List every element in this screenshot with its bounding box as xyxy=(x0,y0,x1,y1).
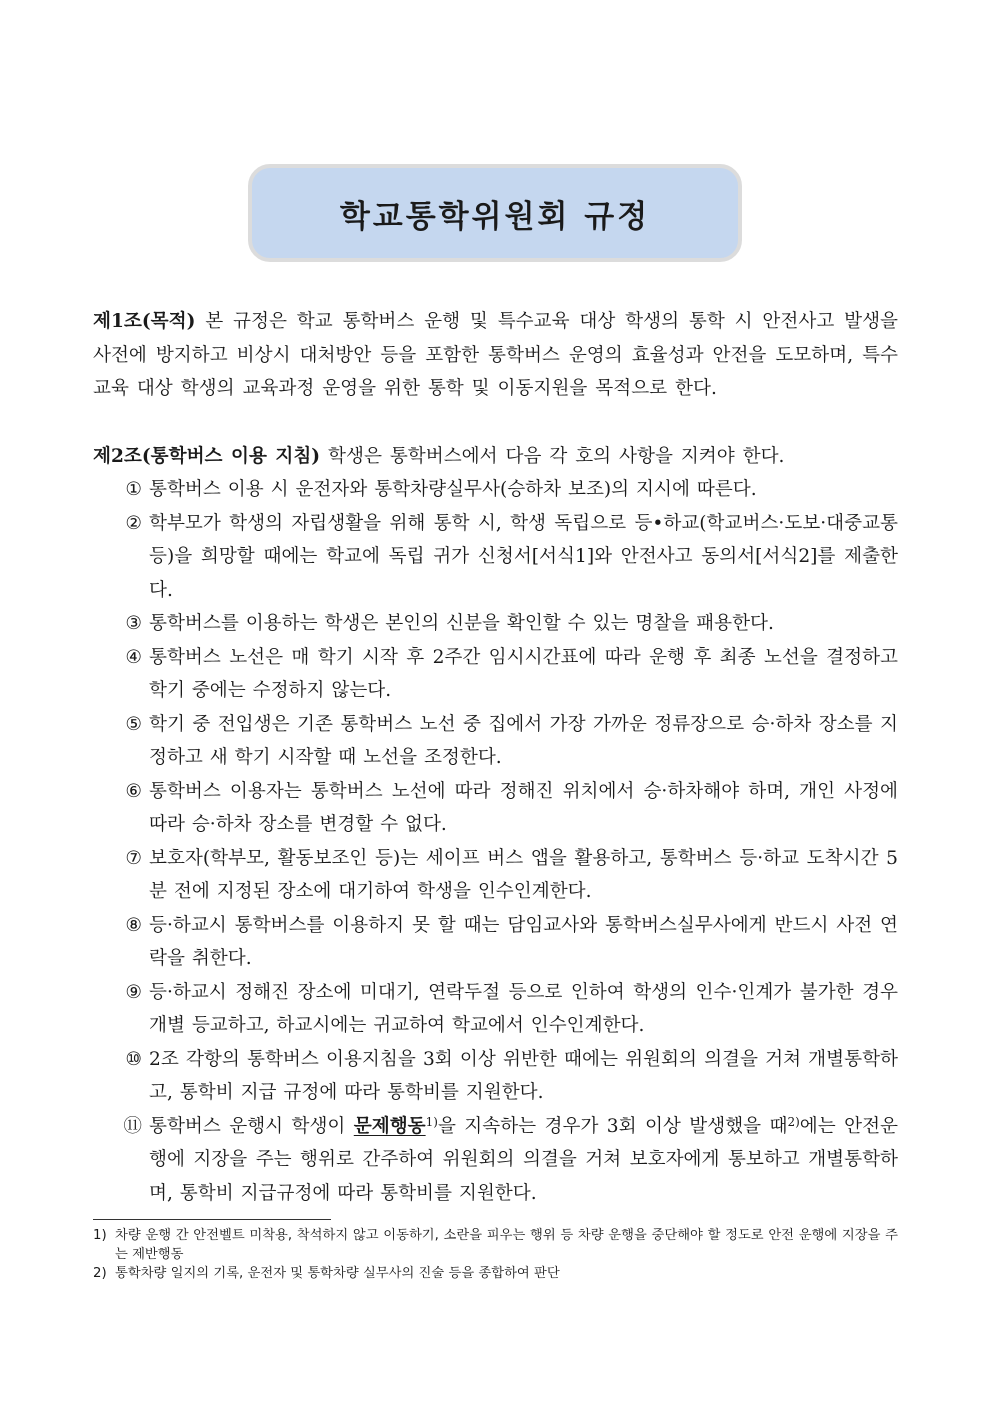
footnote-ref-1[interactable]: 1) xyxy=(425,1114,438,1129)
footnote-text: 통학차량 일지의 기록, 운전자 및 통학차량 실무사의 진술 등을 종합하여 판단 xyxy=(115,1266,560,1281)
item-text: 등·하교시 정해진 장소에 미대기, 연락두절 등으로 인하여 학생의 인수·인계가 불가한 경우 개별 등교하고, 하교시에는 귀교하여 학교에서 인수인계한다. xyxy=(149,981,898,1036)
list-item xyxy=(93,641,898,708)
article-2-intro-text: 학생은 통학버스에서 다음 각 호의 사항을 지켜야 한다. xyxy=(320,445,785,467)
item-number: ⑤ xyxy=(125,713,142,735)
item-text: 통학버스 이용 시 운전자와 통학차량실무사(승하차 보조)의 지시에 따른다. xyxy=(149,479,757,500)
item-11-part2: 을 지속하는 경우가 3회 이상 발생했을 때 xyxy=(437,1115,788,1137)
item-number: ④ xyxy=(125,646,142,668)
item-text: 통학버스를 이용하는 학생은 본인의 신분을 확인할 수 있는 명찰을 패용한다. xyxy=(149,613,774,634)
list-item xyxy=(93,607,898,641)
list-item xyxy=(93,842,898,909)
list-item xyxy=(93,708,898,775)
item-text: 통학버스 노선은 매 학기 시작 후 2주간 임시시간표에 따라 운행 후 최종 노선을 결정하고 학기 중에는 수정하지 않는다. xyxy=(149,646,898,701)
footnote xyxy=(93,1226,898,1264)
problem-behavior-term: 문제행동 xyxy=(353,1115,426,1137)
item-text: 통학버스 이용자는 통학버스 노선에 따라 정해진 위치에서 승·하차해야 하며, 개인 사정에 따라 승·하차 장소를 변경할 수 없다. xyxy=(149,780,898,835)
item-number: ⑪ xyxy=(123,1115,142,1137)
item-11-part3: 에는 안전운행에 지장을 주는 행위로 간주하여 위원회의 의결을 거쳐 보호자에게 통보하고 개별통학하며, 통학비 지급규정에 따라 통학비를 지원한다. xyxy=(149,1115,898,1204)
item-text: 등·하교시 통학버스를 이용하지 못 할 때는 담임교사와 통학버스실무사에게 반드시 사전 연락을 취한다. xyxy=(149,914,898,969)
regulation-body xyxy=(93,305,898,1210)
item-text: 보호자(학부모, 활동보조인 등)는 세이프 버스 앱을 활용하고, 통학버스 등·하교 도착시간 5분 전에 지정된 장소에 대기하여 학생을 인수인계한다. xyxy=(149,847,898,902)
footnote-number: 1) xyxy=(93,1228,107,1243)
item-text: 학부모가 학생의 자립생활을 위해 통학 시, 학생 독립으로 등•하교(학교버스·도보·대중교통 등)을 희망할 때에는 학교에 독립 귀가 신청서[서식1]와 안전사고 동의서[서식2]를 제출한다. xyxy=(149,512,898,601)
page-title: 학교통학위원회 규정 xyxy=(339,198,651,235)
list-item xyxy=(93,775,898,842)
item-11-part1: 통학버스 운행시 학생이 xyxy=(149,1115,354,1137)
list-item xyxy=(93,1110,898,1211)
footnote-ref-2[interactable]: 2) xyxy=(787,1114,800,1129)
item-number: ⑨ xyxy=(125,981,142,1003)
footnote-text: 차량 운행 간 안전벨트 미착용, 착석하지 않고 이동하기, 소란을 피우는 행위 등 차량 운행을 중단해야 할 정도로 안전 운행에 지장을 주는 제반행동 xyxy=(115,1228,898,1262)
footnote-divider xyxy=(93,1219,331,1220)
item-number: ⑦ xyxy=(125,847,142,869)
article-1-text: 본 규정은 학교 통학버스 운행 및 특수교육 대상 학생의 통학 시 안전사고 발생을 사전에 방지하고 비상시 대처방안 등을 포함한 통학버스 운영의 효율성과 안전을 도모하며, 특수교육 대상 학생의 교육과정 운영을 위한 통학 및 이동지원을 목적으로 한다. xyxy=(93,311,898,399)
article-2-intro xyxy=(93,440,898,474)
list-item xyxy=(93,1043,898,1110)
list-item xyxy=(93,909,898,976)
footnotes xyxy=(93,1226,898,1283)
item-number: ② xyxy=(125,512,142,534)
footnote xyxy=(93,1264,898,1283)
list-item xyxy=(93,976,898,1043)
article-1-heading: 제1조(목적) xyxy=(93,311,196,332)
list-item xyxy=(93,507,898,608)
item-number: ⑩ xyxy=(125,1048,142,1070)
item-number: ⑧ xyxy=(125,914,142,936)
list-item xyxy=(93,473,898,507)
article-1 xyxy=(93,305,898,406)
item-text: 2조 각항의 통학버스 이용지침을 3회 이상 위반한 때에는 위원회의 의결을 거쳐 개별통학하고, 통학비 지급 규정에 따라 통학비를 지원한다. xyxy=(149,1048,898,1103)
item-text xyxy=(142,1110,898,1211)
footnote-number: 2) xyxy=(93,1266,107,1281)
title-box xyxy=(248,164,742,262)
item-number: ① xyxy=(125,479,142,500)
item-number: ⑥ xyxy=(125,780,142,802)
item-number: ③ xyxy=(125,613,142,634)
item-text: 학기 중 전입생은 기존 통학버스 노선 중 집에서 가장 가까운 정류장으로 승·하차 장소를 지정하고 새 학기 시작할 때 노선을 조정한다. xyxy=(149,713,898,768)
article-2-heading: 제2조(통학버스 이용 지침) xyxy=(93,445,321,467)
